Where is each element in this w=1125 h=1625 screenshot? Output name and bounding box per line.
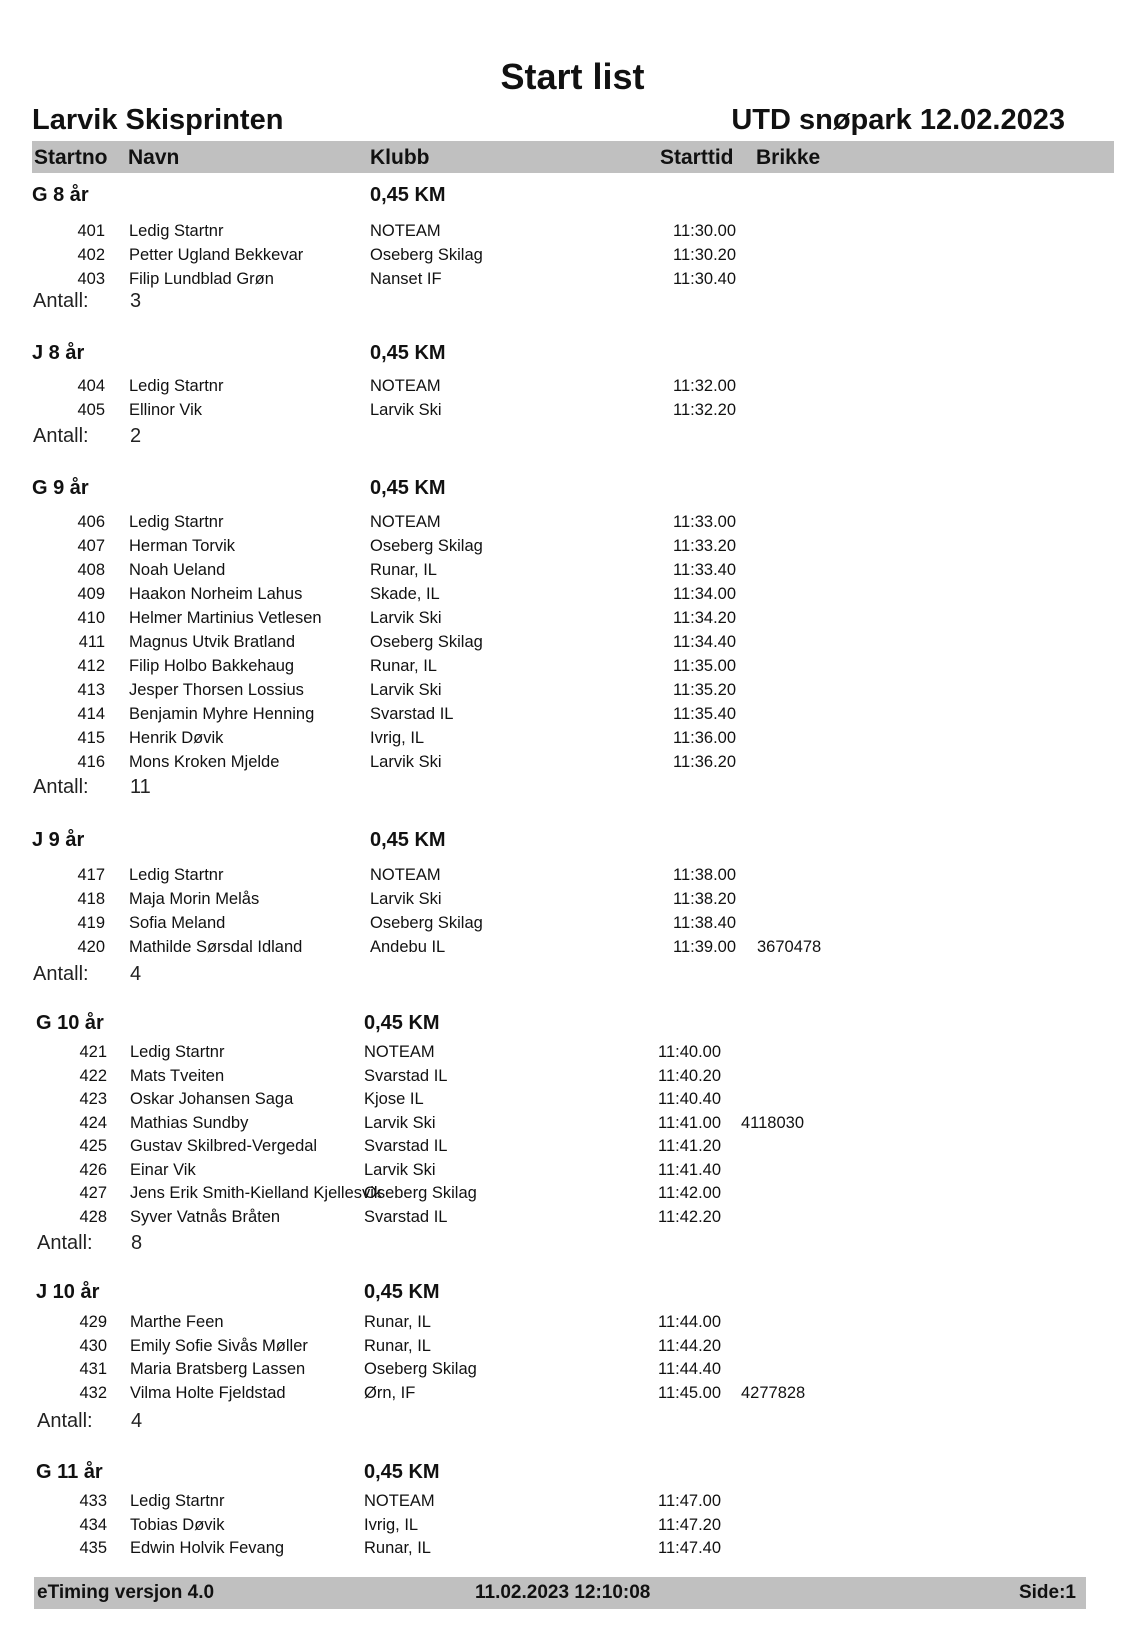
athlete-name: Filip Holbo Bakkehaug: [129, 657, 295, 675]
table-row: [0, 1090, 1125, 1114]
start-number: 417: [77, 866, 105, 884]
start-time: 11:33.40: [673, 561, 737, 579]
footer-page: Side:1: [1018, 1582, 1076, 1603]
athlete-name: Mathilde Sørsdal Idland: [129, 938, 303, 956]
header-navn: Navn: [128, 146, 180, 169]
start-number: 414: [77, 705, 105, 723]
start-number: 403: [77, 270, 105, 288]
table-row: [0, 633, 1125, 657]
table-row: [0, 585, 1125, 609]
club-name: Larvik Ski: [370, 890, 442, 908]
table-row: [0, 1208, 1125, 1232]
club-name: Oseberg Skilag: [370, 914, 483, 932]
event-name: Larvik Skisprinten: [32, 104, 284, 136]
count-value: 2: [130, 425, 142, 447]
start-number: 425: [79, 1137, 107, 1155]
athlete-name: Ledig Startnr: [129, 377, 224, 395]
athlete-name: Oskar Johansen Saga: [130, 1090, 294, 1108]
start-time: 11:40.20: [658, 1066, 722, 1085]
start-number: 423: [79, 1090, 107, 1108]
club-name: Oseberg Skilag: [364, 1184, 477, 1202]
count-value: 4: [130, 963, 142, 985]
page-title: Start list: [500, 56, 645, 97]
start-time: 11:44.00: [658, 1313, 722, 1331]
group-distance: 0,45 KM: [364, 1281, 440, 1303]
start-time: 11:35.40: [673, 705, 737, 723]
start-time: 11:41.20: [658, 1137, 722, 1155]
athlete-name: Haakon Norheim Lahus: [129, 585, 303, 603]
table-row: [0, 270, 1125, 294]
group-name: G 10 år: [36, 1012, 104, 1034]
athlete-name: Sofia Meland: [129, 914, 226, 932]
start-number: 435: [79, 1539, 107, 1557]
count-value: 4: [131, 1410, 143, 1432]
start-number: 406: [77, 513, 105, 531]
club-name: Ivrig, IL: [364, 1515, 419, 1534]
athlete-name: Filip Lundblad Grøn: [129, 270, 274, 288]
table-row: [0, 705, 1125, 729]
group-name: G 8 år: [32, 184, 89, 206]
header-klubb: Klubb: [370, 146, 430, 169]
table-row: [0, 1067, 1125, 1091]
club-name: Kjose IL: [364, 1090, 424, 1108]
header-startno: Startno: [34, 146, 108, 169]
start-number: 421: [79, 1043, 107, 1061]
club-name: Runar, IL: [364, 1539, 431, 1557]
club-name: NOTEAM: [370, 513, 441, 531]
start-number: 404: [77, 377, 105, 395]
start-number: 407: [77, 537, 105, 555]
table-row: [0, 914, 1125, 938]
start-time: 11:35.00: [673, 657, 737, 675]
start-number: 428: [79, 1207, 107, 1226]
footer-printed: 11.02.2023 12:10:08: [475, 1582, 651, 1603]
table-row: [0, 537, 1125, 561]
start-time: 11:33.20: [673, 537, 737, 555]
athlete-name: Einar Vik: [130, 1160, 196, 1179]
start-number: 430: [79, 1336, 107, 1355]
athlete-name: Ledig Startnr: [130, 1492, 225, 1510]
start-number: 429: [79, 1313, 107, 1331]
start-time: 11:34.00: [673, 585, 737, 603]
start-number: 409: [77, 585, 105, 603]
athlete-name: Magnus Utvik Bratland: [129, 633, 295, 651]
start-number: 415: [77, 729, 105, 747]
start-time: 11:47.00: [658, 1492, 722, 1510]
table-row: [0, 729, 1125, 753]
club-name: NOTEAM: [370, 222, 441, 240]
athlete-name: Vilma Holte Fjeldstad: [130, 1383, 286, 1402]
table-row: [0, 1137, 1125, 1161]
group-name: J 10 år: [36, 1281, 100, 1303]
table-row: [0, 938, 1125, 962]
chip-number: 3670478: [757, 938, 822, 956]
table-row: [0, 1184, 1125, 1208]
start-number: 401: [77, 222, 105, 240]
table-row: [0, 1360, 1125, 1384]
athlete-name: Maja Morin Melås: [129, 890, 260, 908]
athlete-name: Benjamin Myhre Henning: [129, 705, 315, 723]
start-time: 11:42.00: [658, 1184, 722, 1202]
start-time: 11:41.00: [658, 1113, 722, 1132]
club-name: Oseberg Skilag: [370, 537, 483, 555]
start-number: 424: [79, 1113, 107, 1132]
start-number: 402: [77, 246, 105, 264]
start-time: 11:34.20: [673, 609, 737, 627]
start-number: 408: [77, 561, 105, 579]
start-number: 431: [79, 1360, 107, 1378]
club-name: Larvik Ski: [370, 609, 442, 627]
footer-software: eTiming versjon 4.0: [37, 1582, 215, 1603]
club-name: NOTEAM: [370, 866, 441, 884]
athlete-name: Edwin Holvik Fevang: [130, 1539, 285, 1557]
count-label: Antall:: [33, 963, 89, 985]
table-row: [0, 1492, 1125, 1516]
table-row: [0, 1516, 1125, 1540]
athlete-name: Syver Vatnås Bråten: [130, 1207, 281, 1226]
table-row: [0, 681, 1125, 705]
table-row: [0, 1337, 1125, 1361]
start-time: 11:32.20: [673, 401, 737, 419]
athlete-name: Petter Ugland Bekkevar: [129, 246, 304, 264]
club-name: Larvik Ski: [370, 753, 442, 771]
athlete-name: Maria Bratsberg Lassen: [130, 1360, 306, 1378]
start-time: 11:30.00: [673, 222, 737, 240]
start-number: 410: [77, 609, 105, 627]
start-number: 433: [79, 1492, 107, 1510]
table-row: [0, 609, 1125, 633]
group-name: G 11 år: [36, 1461, 103, 1483]
club-name: Skade, IL: [370, 585, 440, 603]
table-row: [0, 1313, 1125, 1337]
start-number: 426: [79, 1160, 107, 1179]
start-time: 11:47.20: [658, 1515, 722, 1534]
count-label: Antall:: [33, 776, 89, 798]
athlete-name: Ellinor Vik: [129, 401, 203, 419]
count-value: 8: [131, 1232, 143, 1254]
club-name: Oseberg Skilag: [364, 1360, 477, 1378]
start-time: 11:41.40: [658, 1160, 722, 1179]
count-value: 3: [130, 290, 142, 312]
count-label: Antall:: [37, 1410, 93, 1432]
start-time: 11:44.40: [658, 1360, 722, 1378]
club-name: Runar, IL: [370, 561, 437, 579]
athlete-name: Henrik Døvik: [129, 729, 224, 747]
club-name: Svarstad IL: [364, 1066, 448, 1085]
club-name: Svarstad IL: [364, 1137, 448, 1155]
athlete-name: Noah Ueland: [129, 561, 226, 579]
start-time: 11:36.00: [673, 729, 737, 747]
table-row: [0, 866, 1125, 890]
table-row: [0, 1539, 1125, 1563]
club-name: Svarstad IL: [364, 1207, 448, 1226]
start-number: 405: [77, 401, 105, 419]
club-name: Runar, IL: [364, 1313, 431, 1331]
athlete-name: Helmer Martinius Vetlesen: [129, 609, 322, 627]
start-number: 418: [77, 890, 105, 908]
group-distance: 0,45 KM: [364, 1461, 440, 1483]
group-name: G 9 år: [32, 477, 89, 499]
start-number: 419: [77, 914, 105, 932]
start-time: 11:40.00: [658, 1043, 722, 1061]
athlete-name: Jesper Thorsen Lossius: [129, 681, 304, 699]
athlete-name: Mathias Sundby: [130, 1113, 249, 1132]
club-name: NOTEAM: [370, 377, 441, 395]
athlete-name: Gustav Skilbred-Vergedal: [130, 1137, 318, 1155]
start-time: 11:39.00: [673, 938, 737, 956]
athlete-name: Marthe Feen: [130, 1313, 224, 1331]
start-time: 11:36.20: [673, 753, 737, 771]
table-row: [0, 657, 1125, 681]
athlete-name: Mats Tveiten: [130, 1066, 225, 1085]
start-time: 11:38.00: [673, 866, 737, 884]
start-time: 11:35.20: [673, 681, 737, 699]
club-name: Ørn, IF: [364, 1383, 416, 1402]
athlete-name: Ledig Startnr: [130, 1043, 225, 1061]
venue-date: UTD snøpark 12.02.2023: [731, 104, 1065, 136]
club-name: Larvik Ski: [364, 1160, 436, 1179]
group-distance: 0,45 KM: [370, 342, 446, 364]
table-row: [0, 890, 1125, 914]
start-time: 11:38.20: [673, 890, 737, 908]
table-row: [0, 1161, 1125, 1185]
start-number: 432: [79, 1383, 107, 1402]
start-number: 416: [77, 753, 105, 771]
group-distance: 0,45 KM: [370, 829, 446, 851]
athlete-name: Ledig Startnr: [129, 222, 224, 240]
club-name: Larvik Ski: [370, 401, 442, 419]
count-label: Antall:: [33, 425, 89, 447]
athlete-name: Herman Torvik: [129, 537, 236, 555]
count-label: Antall:: [33, 290, 89, 312]
start-number: 412: [77, 657, 105, 675]
group-distance: 0,45 KM: [370, 184, 446, 206]
header-starttid: Starttid: [660, 146, 734, 169]
group-name: J 8 år: [32, 342, 85, 364]
start-number: 420: [77, 938, 105, 956]
start-time: 11:32.00: [673, 377, 737, 395]
club-name: Oseberg Skilag: [370, 246, 483, 264]
column-header-bar: [32, 141, 1114, 173]
table-row: [0, 1043, 1125, 1067]
start-number: 413: [77, 681, 105, 699]
table-row: [0, 1114, 1125, 1138]
start-number: 411: [78, 633, 105, 651]
table-row: [0, 561, 1125, 585]
club-name: Runar, IL: [370, 657, 437, 675]
start-time: 11:47.40: [658, 1539, 722, 1557]
table-row: [0, 222, 1125, 246]
club-name: Oseberg Skilag: [370, 633, 483, 651]
club-name: Runar, IL: [364, 1336, 431, 1355]
athlete-name: Tobias Døvik: [130, 1515, 225, 1534]
start-time: 11:33.00: [673, 513, 737, 531]
table-row: [0, 401, 1125, 425]
start-time: 11:45.00: [658, 1383, 722, 1402]
group-distance: 0,45 KM: [364, 1012, 440, 1034]
start-time: 11:42.20: [658, 1207, 722, 1226]
club-name: Ivrig, IL: [370, 729, 425, 747]
count-value: 11: [130, 776, 151, 798]
group-distance: 0,45 KM: [370, 477, 446, 499]
athlete-name: Ledig Startnr: [129, 866, 224, 884]
athlete-name: Emily Sofie Sivås Møller: [130, 1336, 308, 1355]
start-time: 11:38.40: [673, 914, 737, 932]
club-name: Larvik Ski: [370, 681, 442, 699]
start-time: 11:44.20: [658, 1336, 722, 1355]
club-name: Andebu IL: [370, 938, 446, 956]
club-name: NOTEAM: [364, 1043, 435, 1061]
start-number: 427: [79, 1184, 107, 1202]
table-row: [0, 753, 1125, 777]
chip-number: 4118030: [741, 1113, 805, 1132]
athlete-name: Ledig Startnr: [129, 513, 224, 531]
club-name: Nanset IF: [370, 270, 442, 288]
start-time: 11:40.40: [658, 1090, 722, 1108]
table-row: [0, 377, 1125, 401]
club-name: NOTEAM: [364, 1492, 435, 1510]
club-name: Svarstad IL: [370, 705, 454, 723]
start-number: 422: [79, 1066, 107, 1085]
group-name: J 9 år: [32, 829, 85, 851]
athlete-name: Jens Erik Smith-Kielland Kjellesvik: [130, 1184, 383, 1202]
table-row: [0, 246, 1125, 270]
count-label: Antall:: [37, 1232, 93, 1254]
chip-number: 4277828: [741, 1383, 806, 1402]
start-time: 11:34.40: [673, 633, 737, 651]
table-row: [0, 513, 1125, 537]
club-name: Larvik Ski: [364, 1113, 436, 1132]
start-time: 11:30.20: [673, 246, 737, 264]
table-row: [0, 1384, 1125, 1408]
footer-bar: [34, 1577, 1086, 1609]
start-time: 11:30.40: [673, 270, 737, 288]
athlete-name: Mons Kroken Mjelde: [129, 753, 280, 771]
header-brikke: Brikke: [756, 146, 821, 169]
start-number: 434: [79, 1515, 107, 1534]
